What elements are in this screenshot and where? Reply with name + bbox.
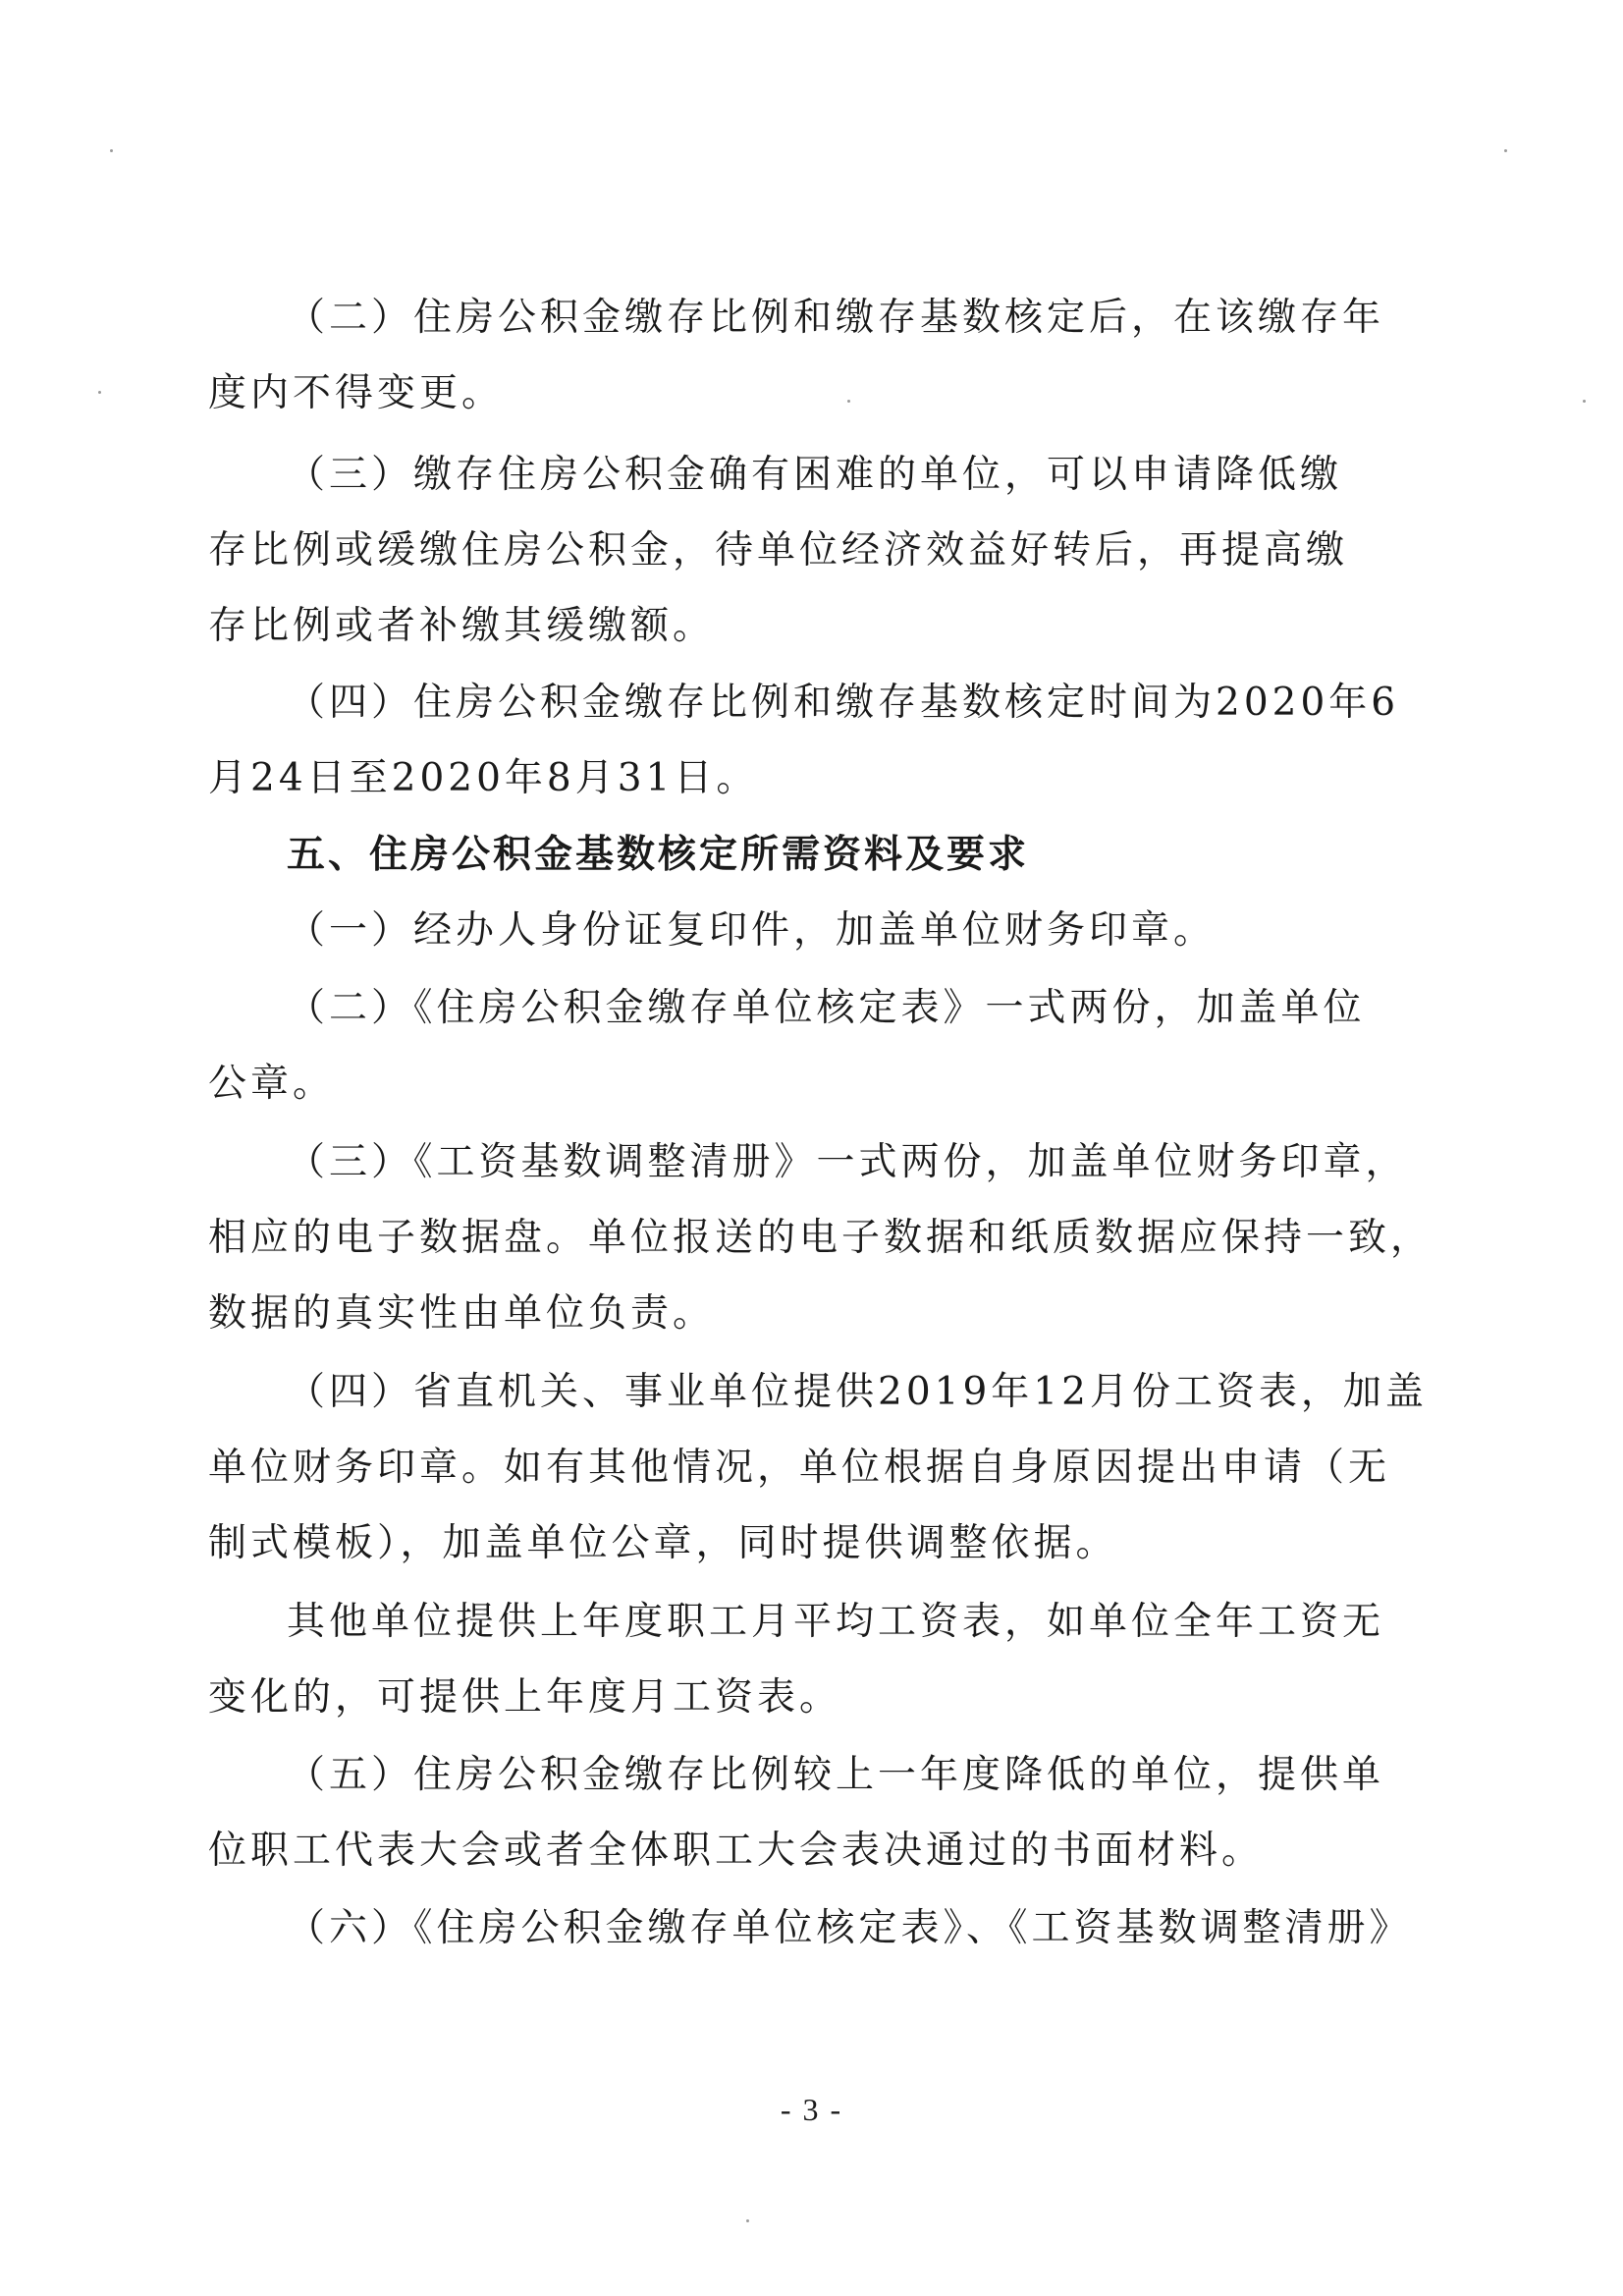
paragraph-line: 位职工代表大会或者全体职工大会表决通过的书面材料。 bbox=[208, 1829, 1265, 1873]
scan-speck bbox=[110, 149, 113, 152]
paragraph-line: 变化的，可提供上年度月工资表。 bbox=[208, 1675, 842, 1720]
scan-speck bbox=[98, 391, 101, 394]
paragraph-line: 公章。 bbox=[208, 1062, 336, 1106]
paragraph-line: 制式模板），加盖单位公章，同时提供调整依据。 bbox=[208, 1521, 1118, 1565]
paragraph-line: 度内不得变更。 bbox=[208, 371, 505, 415]
paragraph-line: （六）《住房公积金缴存单位核定表》、《工资基数调整清册》 bbox=[287, 1906, 1412, 1950]
paragraph-line: （三）《工资基数调整清册》一式两份，加盖单位财务印章， bbox=[287, 1140, 1408, 1184]
paragraph-line: （一）经办人身份证复印件，加盖单位财务印章。 bbox=[287, 908, 1217, 953]
paragraph-line: 存比例或者补缴其缓缴额。 bbox=[208, 604, 716, 648]
paragraph-line: （三）缴存住房公积金确有困难的单位，可以申请降低缴 bbox=[287, 453, 1343, 497]
page-number: - 3 - bbox=[780, 2092, 843, 2127]
paragraph-line: 其他单位提供上年度职工月平均工资表，如单位全年工资无 bbox=[287, 1600, 1385, 1644]
paragraph-line: （四）住房公积金缴存比例和缴存基数核定时间为2020年6 bbox=[287, 681, 1400, 725]
scan-speck bbox=[1583, 400, 1586, 403]
scan-speck bbox=[746, 2219, 749, 2222]
paragraph-line: （四）省直机关、事业单位提供2019年12月份工资表，加盖 bbox=[287, 1370, 1428, 1414]
paragraph-line: 月24日至2020年8月31日。 bbox=[208, 756, 759, 800]
scan-speck bbox=[1504, 149, 1507, 152]
paragraph-line: 存比例或缓缴住房公积金，待单位经济效益好转后，再提高缴 bbox=[208, 528, 1349, 573]
paragraph-line: 数据的真实性由单位负责。 bbox=[208, 1291, 716, 1336]
paragraph-line: （二）《住房公积金缴存单位核定表》一式两份，加盖单位 bbox=[287, 986, 1366, 1030]
section-heading: 五、住房公积金基数核定所需资料及要求 bbox=[287, 833, 1030, 877]
scan-speck bbox=[847, 400, 850, 403]
paragraph-line: （五）住房公积金缴存比例较上一年度降低的单位，提供单 bbox=[287, 1753, 1385, 1797]
paragraph-line: 单位财务印章。如有其他情况，单位根据自身原因提出申请（无 bbox=[208, 1446, 1391, 1490]
paragraph-line: （二）住房公积金缴存比例和缴存基数核定后，在该缴存年 bbox=[287, 296, 1385, 340]
paragraph-line: 相应的电子数据盘。单位报送的电子数据和纸质数据应保持一致， bbox=[208, 1216, 1434, 1260]
